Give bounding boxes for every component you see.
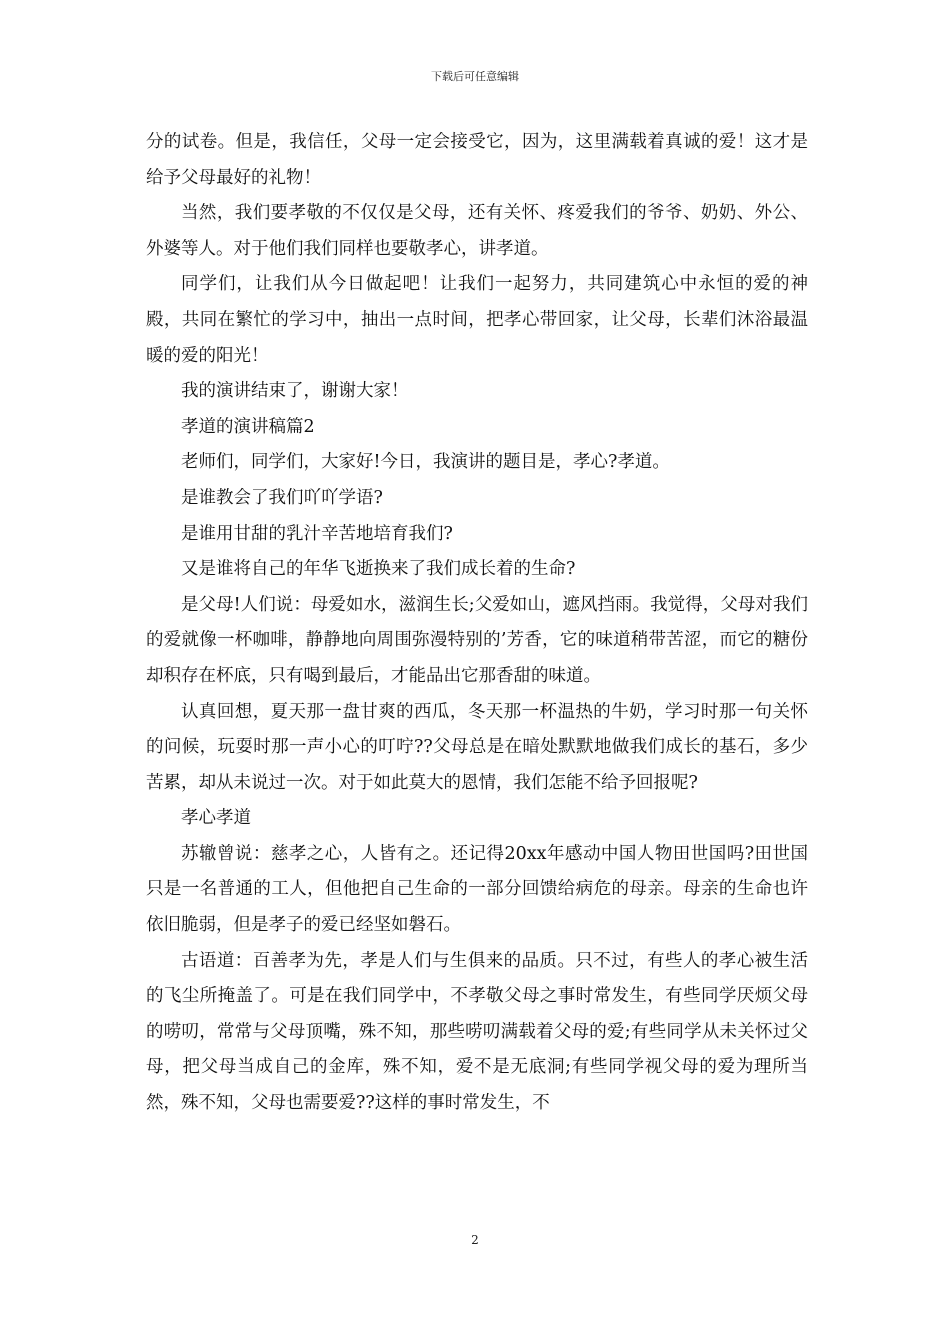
section-subtitle: 孝心孝道: [181, 808, 251, 829]
page-header: 下载后可任意编辑: [431, 70, 519, 83]
paragraph: 是谁教会了我们吖吖学语?: [181, 487, 383, 508]
paragraph: 认真回想，夏天那一盘甘爽的西瓜，冬天那一杯温热的牛奶，学习时那一句关怀的问候，玩耍时那一声小心的叮咛??父母总是在暗处默默地做我们成长的基石，多少苦累，却从未说过一次。对于如此莫大的恩情，我们怎能不给予回报呢?: [146, 701, 808, 793]
paragraph: 老师们，同学们，大家好!今日，我演讲的题目是，孝心?孝道。: [181, 452, 670, 473]
paragraph: 我的演讲结束了，谢谢大家！: [181, 381, 409, 402]
paragraph: 分的试卷。但是，我信任，父母一定会接受它，因为，这里满载着真诚的爱！这才是给予父母最好的礼物！: [146, 132, 808, 188]
paragraph: 同学们，让我们从今日做起吧！让我们一起努力，共同建筑心中永恒的爱的神殿，共同在繁忙的学习中，抽出一点时间，把孝心带回家，让父母，长辈们沐浴最温暖的爱的阳光！: [146, 274, 808, 366]
paragraph: 是父母!人们说：母爱如水，滋润生长;父爱如山，遮风挡雨。我觉得，父母对我们的爱就像一杯咖啡，静静地向周围弥漫特别的’芳香，它的味道稍带苦涩，而它的糖份却积存在杯底，只有喝到最后，才能品出它那香甜的味道。: [146, 594, 808, 686]
paragraph: 又是谁将自己的年华飞逝换来了我们成长着的生命?: [181, 559, 576, 580]
page-number: 2: [471, 1233, 479, 1247]
paragraph: 当然，我们要孝敬的不仅仅是父母，还有关怀、疼爱我们的爷爷、奶奶、外公、外婆等人。对于他们我们同样也要敬孝心，讲孝道。: [146, 203, 808, 259]
section-title: 孝道的演讲稿篇2: [181, 416, 315, 437]
paragraph: 古语道：百善孝为先，孝是人们与生俱来的品质。只不过，有些人的孝心被生活的飞尘所掩盖了。可是在我们同学中，不孝敬父母之事时常发生，有些同学厌烦父母的唠叨，常常与父母顶嘴，殊不知，那些唠叨满载着父母的爱;有些同学从未关怀过父母，把父母当成自己的金库，殊不知，爱不是无底洞;有些同学视父母的爱为理所当然，殊不知，父母也需要爱??这样的事时常发生，不: [146, 950, 808, 1114]
paragraph: 苏辙曾说：慈孝之心，人皆有之。还记得20xx年感动中国人物田世国吗?田世国只是一名普通的工人，但他把自己生命的一部分回馈给病危的母亲。母亲的生命也许依旧脆弱，但是孝子的爱已经坚如磐石。: [146, 843, 808, 936]
paragraph: 是谁用甘甜的乳汁辛苦地培育我们?: [181, 523, 453, 544]
document-body: [146, 125, 808, 1122]
